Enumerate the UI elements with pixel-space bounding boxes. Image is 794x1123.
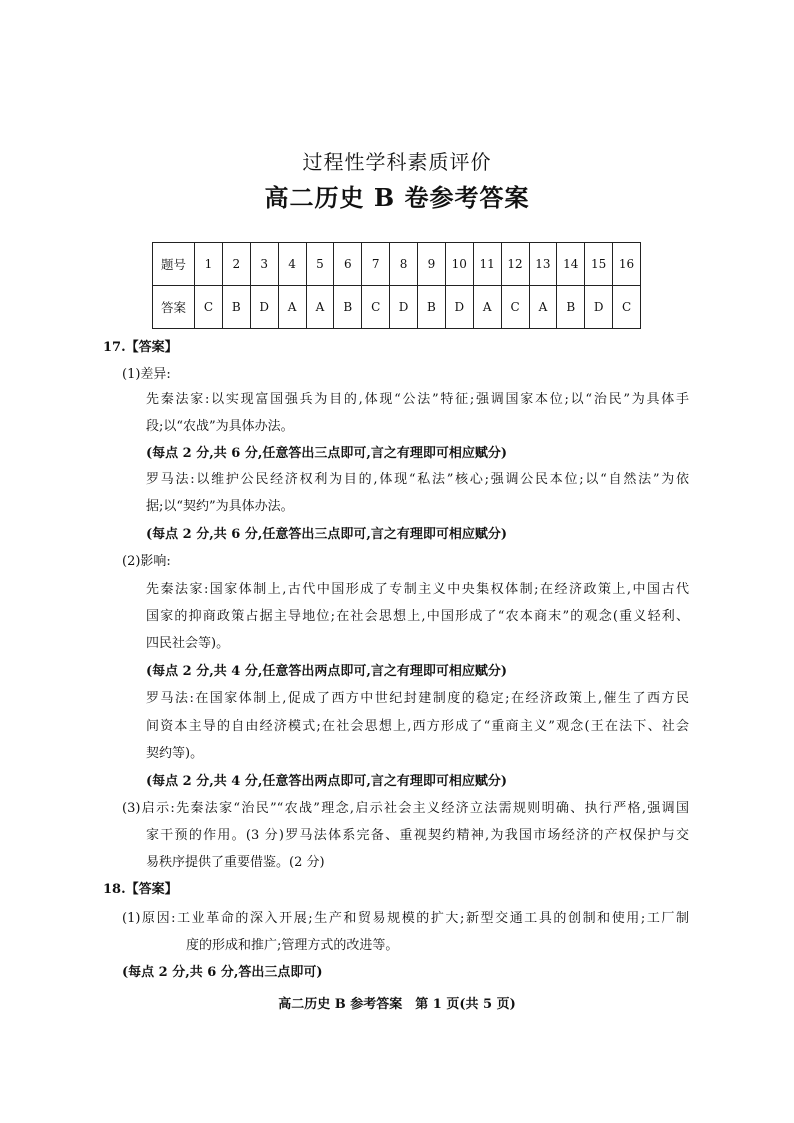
answer-cell: B xyxy=(334,286,362,329)
q17-part1-qin-line1: 先秦法家:以实现富国强兵为目的,体现“公法”特征;强调国家本位;以“治民”为具体手 xyxy=(146,392,689,407)
question-number-cell: 2 xyxy=(222,243,250,286)
q17-part3-line3: 易秩序提供了重要借鉴。(2 分) xyxy=(146,855,325,870)
answer-cell: A xyxy=(278,286,306,329)
q17-part2-rome-line1: 罗马法:在国家体制上,促成了西方中世纪封建制度的稳定;在经济政策上,催生了西方民 xyxy=(146,691,689,706)
question-number-cell: 6 xyxy=(334,243,362,286)
question-number-cell: 9 xyxy=(418,243,446,286)
answer-cell: C xyxy=(362,286,390,329)
answer-cell: A xyxy=(529,286,557,329)
q18-part1-line2: 度的形成和推广;管理方式的改进等。 xyxy=(186,938,399,953)
q17-part2-rome-line3: 契约等)。 xyxy=(146,746,204,761)
answer-cell: D xyxy=(585,286,613,329)
q17-part2-label: (2)影响: xyxy=(122,554,171,569)
q17-part3-line1: (3)启示:先秦法家“治民”“农战”理念,启示社会主义经济立法需规则明确、执行严格,强调国 xyxy=(122,801,689,816)
question-number-cell: 8 xyxy=(390,243,418,286)
row-label-question-number: 题号 xyxy=(153,243,195,286)
question-number-cell: 15 xyxy=(585,243,613,286)
row-label-answer: 答案 xyxy=(153,286,195,329)
q17-part2-qin-line1: 先秦法家:国家体制上,古代中国形成了专制主义中央集权体制;在经济政策上,中国古代 xyxy=(146,582,689,597)
answer-cell: D xyxy=(390,286,418,329)
question-number-cell: 11 xyxy=(473,243,501,286)
answer-row xyxy=(153,286,641,329)
q17-part1-rome-line2: 据;以“契约”为具体办法。 xyxy=(146,499,294,514)
answer-cell: D xyxy=(445,286,473,329)
q17-part1-score-note-b: (每点 2 分,共 6 分,任意答出三点即可,言之有理即可相应赋分) xyxy=(146,527,508,542)
question-number-cell: 5 xyxy=(306,243,334,286)
question-number-cell: 1 xyxy=(195,243,223,286)
answer-cell: C xyxy=(501,286,529,329)
answer-cell: B xyxy=(557,286,585,329)
answer-cell: A xyxy=(306,286,334,329)
answer-cell: C xyxy=(195,286,223,329)
q17-part1-qin-line2: 段;以“农战”为具体办法。 xyxy=(146,419,294,434)
q17-part2-score-note-a: (每点 2 分,共 4 分,任意答出两点即可,言之有理即可相应赋分) xyxy=(146,664,508,679)
page-subtitle: 过程性学科素质评价 xyxy=(302,150,492,174)
answer-cell: A xyxy=(473,286,501,329)
q17-part2-qin-line3: 四民社会等)。 xyxy=(146,636,230,651)
page-footer: 高二历史 B 参考答案 第 1 页(共 5 页) xyxy=(278,997,516,1012)
q17-part2-score-note-b: (每点 2 分,共 4 分,任意答出两点即可,言之有理即可相应赋分) xyxy=(146,774,508,789)
question-number-cell: 13 xyxy=(529,243,557,286)
q17-part1-rome-line1: 罗马法:以维护公民经济权利为目的,体现“私法”核心;强调公民本位;以“自然法”为依 xyxy=(146,472,689,487)
question-number-cell: 16 xyxy=(613,243,641,286)
question-number-cell: 12 xyxy=(501,243,529,286)
q18-heading: 18.【答案】 xyxy=(103,882,178,897)
q17-part2-qin-line2: 国家的抑商政策占据主导地位;在社会思想上,中国形成了“农本商末”的观念(重义轻利、 xyxy=(146,609,689,624)
answer-table xyxy=(152,242,641,329)
question-number-cell: 7 xyxy=(362,243,390,286)
question-number-cell: 10 xyxy=(445,243,473,286)
answer-cell: C xyxy=(613,286,641,329)
question-number-row xyxy=(153,243,641,286)
q17-part1-score-note-a: (每点 2 分,共 6 分,任意答出三点即可,言之有理即可相应赋分) xyxy=(146,446,508,461)
q17-heading: 17.【答案】 xyxy=(103,340,178,355)
q17-part1-label: (1)差异: xyxy=(122,367,171,382)
q17-part3-line2: 家干预的作用。(3 分)罗马法体系完备、重视契约精神,为我国市场经济的产权保护与交 xyxy=(146,828,689,843)
answer-cell: B xyxy=(222,286,250,329)
q18-part1-score-note: (每点 2 分,共 6 分,答出三点即可) xyxy=(122,965,323,980)
question-number-cell: 14 xyxy=(557,243,585,286)
page-title: 高二历史 B 卷参考答案 xyxy=(264,183,530,212)
answer-cell: D xyxy=(250,286,278,329)
q17-part2-rome-line2: 间资本主导的自由经济模式;在社会思想上,西方形成了“重商主义”观念(王在法下、社会 xyxy=(146,719,689,734)
question-number-cell: 3 xyxy=(250,243,278,286)
q18-part1-line1: (1)原因:工业革命的深入开展;生产和贸易规模的扩大;新型交通工具的创制和使用;工厂制 xyxy=(122,911,689,926)
question-number-cell: 4 xyxy=(278,243,306,286)
answer-cell: B xyxy=(418,286,446,329)
